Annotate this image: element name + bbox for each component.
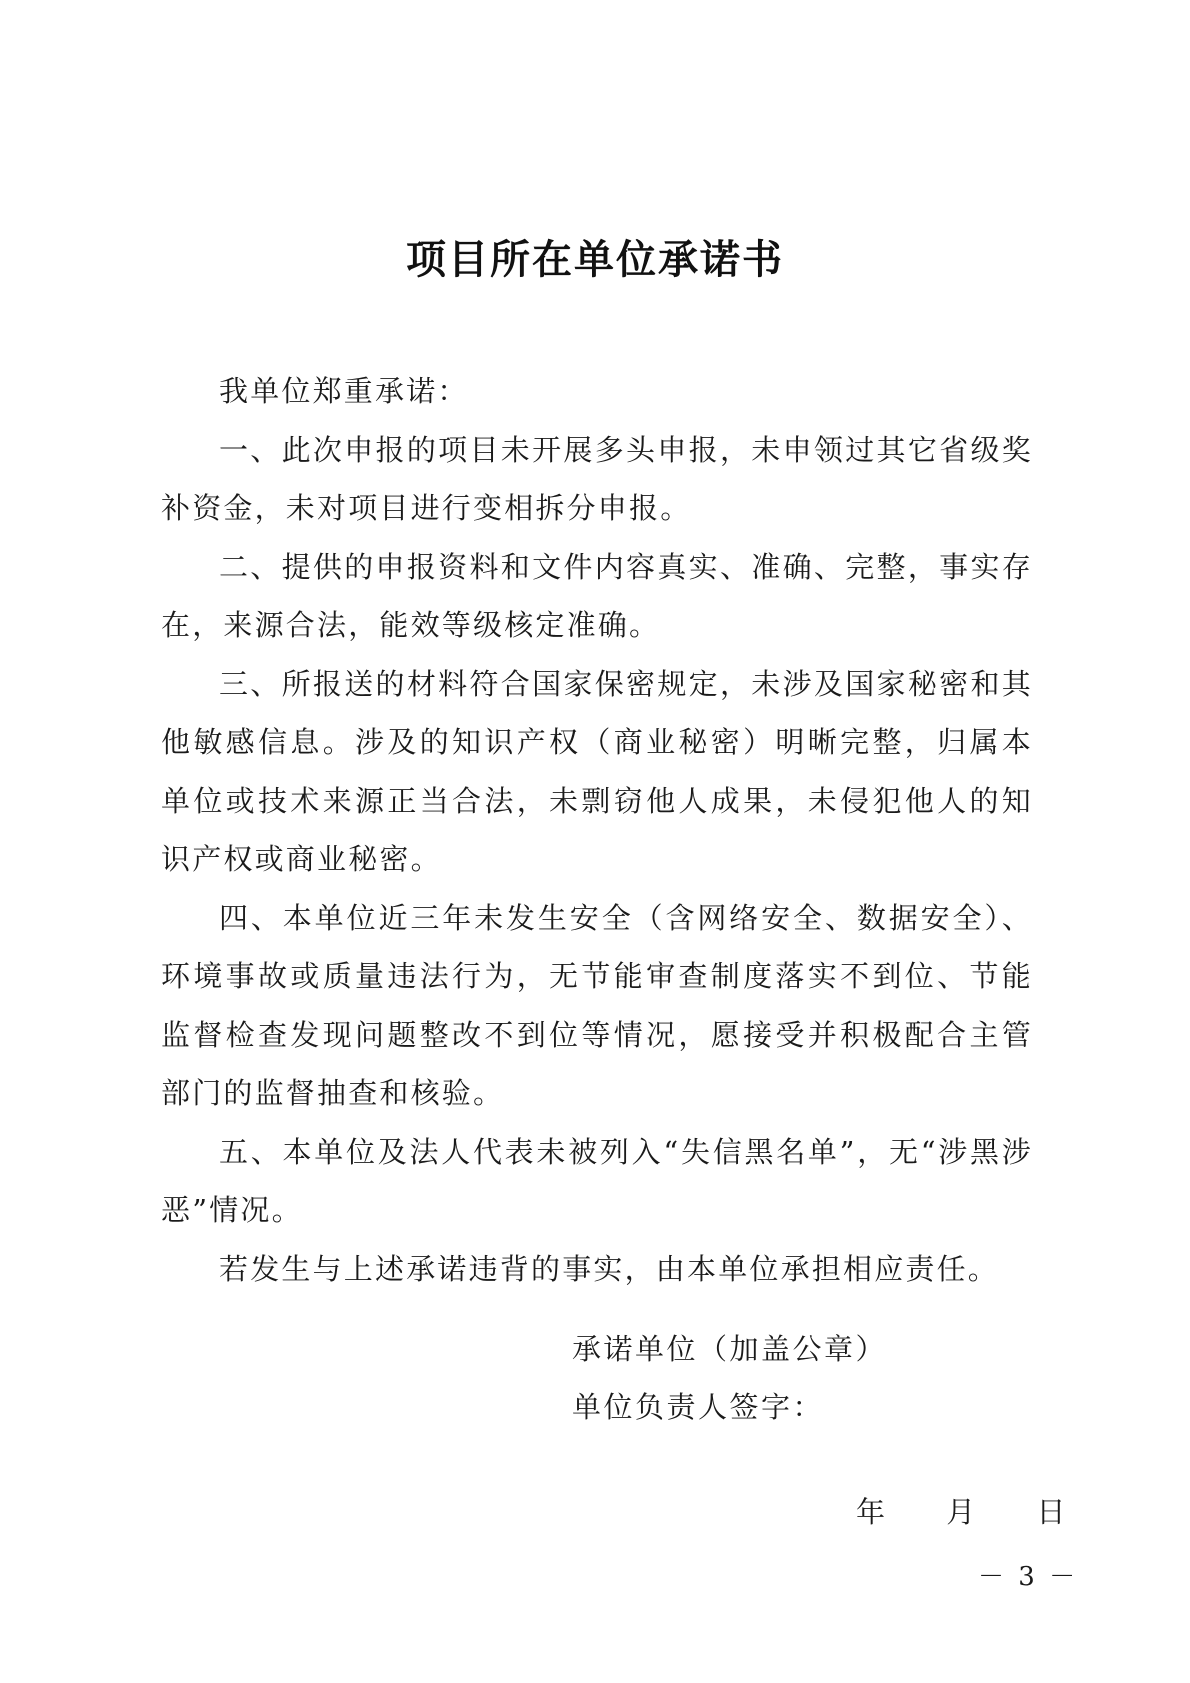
document-title: 项目所在单位承诺书 — [406, 237, 784, 283]
commitment-item-3: 三、所报送的材料符合国家保密规定，未涉及国家秘密和其他敏感信息。涉及的知识产权（商业秘密）明晰完整，归属本单位或技术来源正当合法，未剽窃他人成果，未侵犯他人的知识产权或商业秘密。 — [161, 666, 1033, 876]
commitment-item-2: 二、提供的申报资料和文件内容真实、准确、完整，事实存在，来源合法，能效等级核定准确。 — [161, 549, 1033, 642]
unit-seal-label: 承诺单位（加盖公章） — [572, 1332, 888, 1366]
commitment-item-1: 一、此次申报的项目未开展多头申报，未申领过其它省级奖补资金，未对项目进行变相拆分申报。 — [161, 432, 1033, 525]
commitment-item-5: 五、本单位及法人代表未被列入“失信黑名单”，无“涉黑涉恶”情况。 — [161, 1134, 1033, 1227]
signature-block — [572, 1320, 887, 1436]
date-line — [856, 1490, 1067, 1531]
commitment-item-4: 四、本单位近三年未发生安全（含网络安全、数据安全）、环境事故或质量违法行为，无节能审查制度落实不到位、节能监督检查发现问题整改不到位等情况，愿接受并积极配合主管部门的监督抽查和核验。 — [161, 900, 1033, 1110]
document-body — [161, 362, 1033, 1298]
intro-paragraph: 我单位郑重承诺： — [219, 374, 469, 408]
closing-paragraph: 若发生与上述承诺违背的事实，由本单位承担相应责任。 — [219, 1251, 1000, 1286]
date-year-label: 年 — [856, 1495, 888, 1529]
date-month-label: 月 — [946, 1495, 978, 1529]
leader-signature-label: 单位负责人签字： — [572, 1390, 825, 1424]
page-number: － 3 － — [978, 1562, 1079, 1592]
date-day-label: 日 — [1036, 1495, 1068, 1529]
